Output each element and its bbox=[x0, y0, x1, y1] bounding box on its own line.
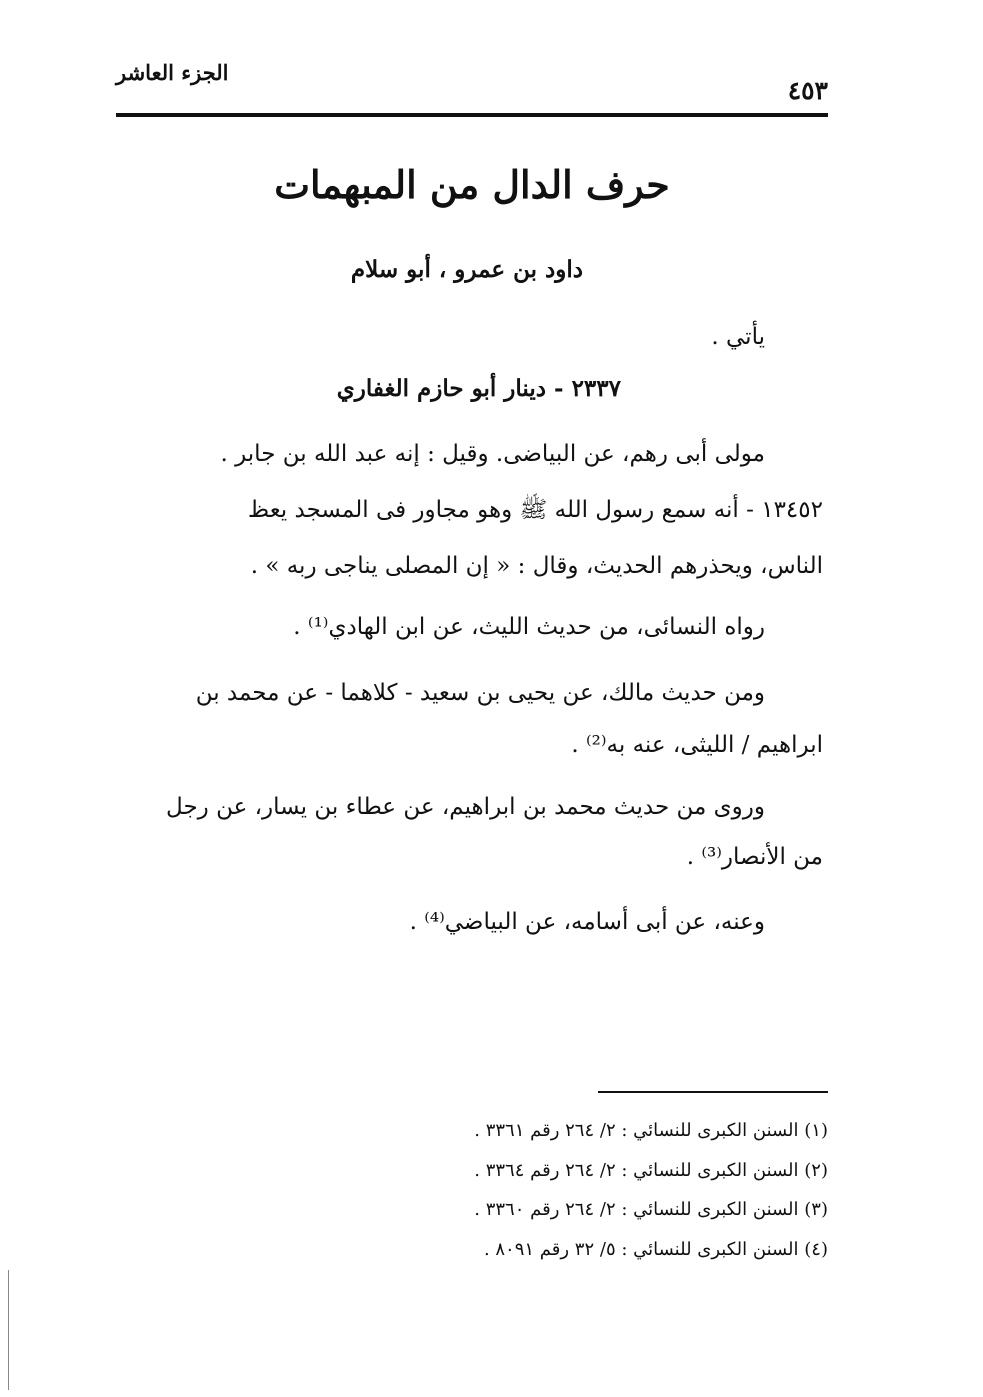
body-line-3: الناس، ويحذرهم الحديث، وقال : « إن المصلى يناجى ربه » . bbox=[250, 553, 823, 579]
body-line-8: من الأنصار⁽³⁾ . bbox=[686, 844, 823, 870]
hadith-number-line: ١٣٤٥٢ - أنه سمع رسول الله ﷺ وهو مجاور فى المسجد يعظ bbox=[247, 497, 823, 523]
footnote-rule bbox=[598, 1091, 828, 1093]
entry-heading-dawud: داود بن عمرو ، أبو سلام bbox=[350, 256, 583, 283]
body-line-5: ومن حديث مالك، عن يحيى بن سعيد - كلاهما - عن محمد بن bbox=[195, 680, 765, 706]
footnote-1: (١) السنن الكبرى للنسائي : ٢/ ٢٦٤ رقم ٣٣٦١ . bbox=[474, 1120, 828, 1141]
body-line-4: رواه النسائى، من حديث الليث، عن ابن الهادي⁽¹⁾ . bbox=[293, 614, 765, 640]
body-line-1: مولى أبى رهم، عن البياضى. وقيل : إنه عبد الله بن جابر . bbox=[220, 441, 765, 467]
body-line-9: وعنه، عن أبى أسامه، عن البياضي⁽⁴⁾ . bbox=[409, 909, 765, 935]
body-line-7: وروى من حديث محمد بن ابراهيم، عن عطاء بن يسار، عن رجل bbox=[166, 794, 765, 820]
scan-margin-mark bbox=[8, 1270, 9, 1390]
footnote-3: (٣) السنن الكبرى للنسائي : ٢/ ٢٦٤ رقم ٣٣٦٠ . bbox=[474, 1199, 828, 1220]
part-label: الجزء العاشر bbox=[116, 60, 229, 85]
footnote-4: (٤) السنن الكبرى للنسائي : ٥/ ٣٢ رقم ٨٠٩١ . bbox=[483, 1239, 828, 1260]
header-rule bbox=[116, 113, 828, 117]
page-number: ٤٥٣ bbox=[787, 76, 828, 105]
running-header bbox=[116, 58, 828, 110]
footnote-2: (٢) السنن الكبرى للنسائي : ٢/ ٢٦٤ رقم ٣٣٦٤ . bbox=[474, 1160, 828, 1181]
entry-heading-dinar: ٢٣٣٧ - دينار أبو حازم الغفاري bbox=[336, 375, 621, 402]
body-line-6: ابراهيم / الليثى، عنه به⁽²⁾ . bbox=[571, 732, 823, 758]
entry-text-dawud: يأتي . bbox=[711, 324, 765, 350]
section-title: حرف الدال من المبهمات bbox=[274, 162, 670, 207]
